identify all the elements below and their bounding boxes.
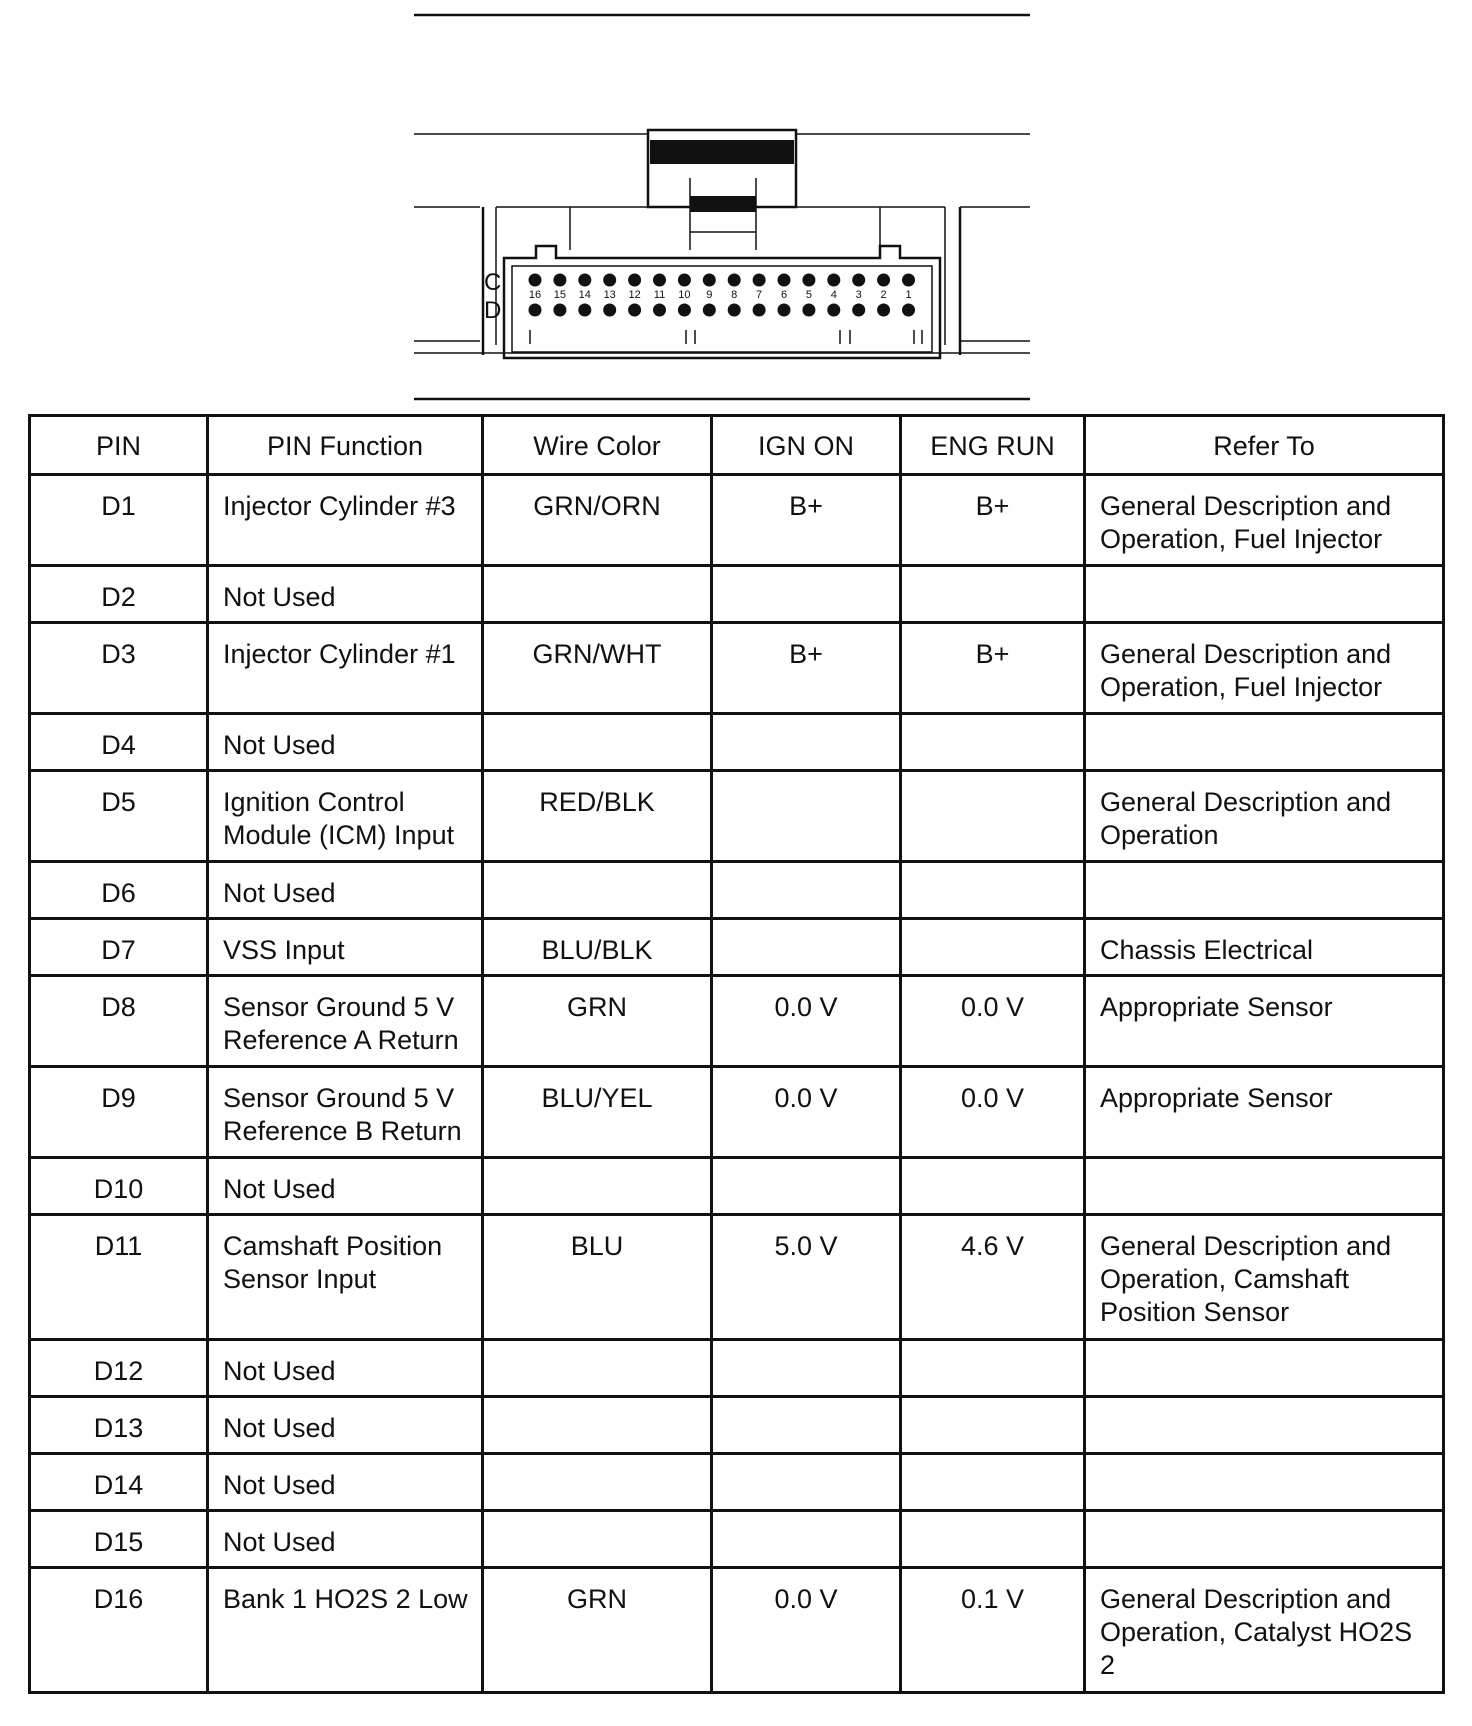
pin-number: 9 [706, 289, 713, 301]
table-row [30, 1568, 1444, 1693]
header-refer-to: Refer To [1085, 416, 1444, 475]
cell-refer-to [1085, 1397, 1444, 1454]
pin-dot-d1 [902, 304, 915, 317]
cell-function: Sensor Ground 5 V Reference B Return [208, 1067, 483, 1158]
pin-dot-d11 [653, 304, 666, 317]
pin-dot-c13 [603, 274, 616, 287]
cell-pin: D14 [30, 1454, 208, 1511]
table-row [30, 475, 1444, 566]
table-row [30, 1511, 1444, 1568]
pin-dot-c2 [877, 274, 890, 287]
connector-diagram [0, 0, 1472, 410]
cell-wire-color: BLU [483, 1215, 712, 1340]
cell-eng-run [901, 1511, 1085, 1568]
cell-ign-on: B+ [712, 623, 901, 714]
pin-dot-c10 [678, 274, 691, 287]
cell-ign-on [712, 1511, 901, 1568]
table-row [30, 1067, 1444, 1158]
cell-refer-to: Chassis Electrical [1085, 919, 1444, 976]
pin-dot-d15 [553, 304, 566, 317]
table-row [30, 566, 1444, 623]
cell-pin: D10 [30, 1158, 208, 1215]
pin-dot-c5 [802, 274, 815, 287]
cell-ign-on [712, 1340, 901, 1397]
cell-eng-run [901, 1454, 1085, 1511]
row-label-c: C [484, 269, 502, 296]
cell-pin: D4 [30, 714, 208, 771]
cell-ign-on: B+ [712, 475, 901, 566]
pin-dot-d2 [877, 304, 890, 317]
pin-dot-d12 [628, 304, 641, 317]
pin-dot-c11 [653, 274, 666, 287]
cell-wire-color: BLU/BLK [483, 919, 712, 976]
cell-ign-on [712, 1397, 901, 1454]
pin-dot-c4 [827, 274, 840, 287]
cell-wire-color: BLU/YEL [483, 1067, 712, 1158]
cell-eng-run: B+ [901, 475, 1085, 566]
row-label-d: D [484, 297, 502, 324]
header-pin: PIN [30, 416, 208, 475]
pin-number: 8 [731, 289, 738, 301]
table-row [30, 976, 1444, 1067]
cell-wire-color: GRN [483, 1568, 712, 1693]
cell-refer-to [1085, 862, 1444, 919]
cell-pin: D12 [30, 1340, 208, 1397]
cell-wire-color [483, 1511, 712, 1568]
table-row [30, 1340, 1444, 1397]
pin-dot-c14 [578, 274, 591, 287]
cell-refer-to: Appropriate Sensor [1085, 976, 1444, 1067]
cell-pin: D2 [30, 566, 208, 623]
cell-eng-run: 0.1 V [901, 1568, 1085, 1693]
cell-wire-color: GRN/ORN [483, 475, 712, 566]
cell-function: Not Used [208, 566, 483, 623]
cell-pin: D8 [30, 976, 208, 1067]
cell-wire-color [483, 566, 712, 623]
pin-number: 4 [830, 289, 837, 301]
cell-function: Bank 1 HO2S 2 Low [208, 1568, 483, 1693]
table-row [30, 1158, 1444, 1215]
pin-grid [529, 274, 916, 317]
cell-ign-on: 0.0 V [712, 1568, 901, 1693]
cell-eng-run [901, 1158, 1085, 1215]
cell-eng-run [901, 1340, 1085, 1397]
cell-wire-color: RED/BLK [483, 771, 712, 862]
cell-pin: D9 [30, 1067, 208, 1158]
header-eng-run: ENG RUN [901, 416, 1085, 475]
cell-function: VSS Input [208, 919, 483, 976]
cell-eng-run: 4.6 V [901, 1215, 1085, 1340]
cell-pin: D15 [30, 1511, 208, 1568]
header-wire-color: Wire Color [483, 416, 712, 475]
pin-number: 15 [553, 289, 567, 301]
table-header-row [30, 416, 1444, 475]
cell-function: Not Used [208, 1397, 483, 1454]
cell-function: Not Used [208, 1158, 483, 1215]
pin-dot-d13 [603, 304, 616, 317]
cell-pin: D7 [30, 919, 208, 976]
cell-wire-color [483, 1340, 712, 1397]
pin-dot-c16 [529, 274, 542, 287]
pin-number: 10 [678, 289, 691, 301]
cell-function: Sensor Ground 5 V Reference A Return [208, 976, 483, 1067]
cell-refer-to [1085, 1511, 1444, 1568]
pin-number: 13 [603, 289, 616, 301]
pin-dot-c3 [852, 274, 865, 287]
cell-wire-color [483, 862, 712, 919]
cell-pin: D11 [30, 1215, 208, 1340]
pin-number: 3 [855, 289, 862, 301]
cell-eng-run [901, 862, 1085, 919]
table-row [30, 714, 1444, 771]
cell-function: Injector Cylinder #3 [208, 475, 483, 566]
table-row [30, 1215, 1444, 1340]
pin-number: 6 [780, 289, 788, 301]
pin-dot-c12 [628, 274, 641, 287]
pin-dot-d5 [802, 304, 815, 317]
cell-refer-to: General Description and Operation, Fuel Injector [1085, 475, 1444, 566]
table-row [30, 862, 1444, 919]
pin-dot-d3 [852, 304, 865, 317]
pin-number: 16 [528, 289, 542, 301]
pin-number: 5 [805, 289, 812, 301]
cell-eng-run [901, 714, 1085, 771]
pin-dot-d4 [827, 304, 840, 317]
cell-pin: D1 [30, 475, 208, 566]
cell-pin: D13 [30, 1397, 208, 1454]
cell-refer-to [1085, 1454, 1444, 1511]
cell-ign-on: 0.0 V [712, 1067, 901, 1158]
cell-ign-on [712, 771, 901, 862]
cell-refer-to [1085, 714, 1444, 771]
cell-ign-on [712, 714, 901, 771]
table-row [30, 623, 1444, 714]
cell-refer-to: General Description and Operation [1085, 771, 1444, 862]
cell-wire-color [483, 1454, 712, 1511]
pin-number: 2 [880, 289, 887, 301]
cell-ign-on [712, 1158, 901, 1215]
table-row [30, 919, 1444, 976]
cell-pin: D3 [30, 623, 208, 714]
cell-wire-color [483, 1158, 712, 1215]
pin-number: 7 [756, 289, 763, 301]
header-function: PIN Function [208, 416, 483, 475]
cell-wire-color: GRN [483, 976, 712, 1067]
pin-dot-c6 [778, 274, 791, 287]
pin-number: 1 [905, 289, 912, 301]
cell-wire-color: GRN/WHT [483, 623, 712, 714]
cell-ign-on: 0.0 V [712, 976, 901, 1067]
cell-ign-on: 5.0 V [712, 1215, 901, 1340]
cell-ign-on [712, 1454, 901, 1511]
cell-wire-color [483, 1397, 712, 1454]
cell-eng-run: 0.0 V [901, 976, 1085, 1067]
pin-dot-c9 [703, 274, 716, 287]
cell-function: Not Used [208, 1454, 483, 1511]
cell-function: Not Used [208, 1511, 483, 1568]
cell-pin: D16 [30, 1568, 208, 1693]
pin-dot-d9 [703, 304, 716, 317]
cell-eng-run [901, 566, 1085, 623]
cell-refer-to: General Description and Operation, Camshaft Position Sensor [1085, 1215, 1444, 1340]
cell-wire-color [483, 714, 712, 771]
cell-function: Camshaft Position Sensor Input [208, 1215, 483, 1340]
cell-pin: D5 [30, 771, 208, 862]
pin-dot-c15 [553, 274, 566, 287]
cell-eng-run: 0.0 V [901, 1067, 1085, 1158]
pin-number: 14 [578, 289, 591, 301]
cell-ign-on [712, 566, 901, 623]
pin-dot-d10 [678, 304, 691, 317]
cell-refer-to: General Description and Operation, Fuel Injector [1085, 623, 1444, 714]
pin-number: 11 [653, 289, 666, 301]
cell-function: Not Used [208, 1340, 483, 1397]
cell-function: Not Used [208, 714, 483, 771]
cell-refer-to: Appropriate Sensor [1085, 1067, 1444, 1158]
cell-ign-on [712, 919, 901, 976]
cell-eng-run [901, 919, 1085, 976]
pin-dot-d14 [578, 304, 591, 317]
cell-eng-run [901, 771, 1085, 862]
cell-function: Injector Cylinder #1 [208, 623, 483, 714]
pin-dot-c1 [902, 274, 915, 287]
cell-function: Ignition Control Module (ICM) Input [208, 771, 483, 862]
cell-refer-to: General Description and Operation, Catalyst HO2S 2 [1085, 1568, 1444, 1693]
pin-table [28, 414, 1445, 1694]
cell-ign-on [712, 862, 901, 919]
cell-function: Not Used [208, 862, 483, 919]
table-row [30, 1454, 1444, 1511]
pin-dot-d16 [529, 304, 542, 317]
table-row [30, 771, 1444, 862]
pin-number: 12 [628, 289, 641, 301]
cell-refer-to [1085, 1340, 1444, 1397]
pin-dot-c8 [728, 274, 741, 287]
cell-refer-to [1085, 1158, 1444, 1215]
pin-dot-c7 [753, 274, 766, 287]
table-row [30, 1397, 1444, 1454]
cell-eng-run: B+ [901, 623, 1085, 714]
pin-dot-d8 [728, 304, 741, 317]
header-ign-on: IGN ON [712, 416, 901, 475]
cell-refer-to [1085, 566, 1444, 623]
pin-dot-d7 [753, 304, 766, 317]
pin-dot-d6 [778, 304, 791, 317]
cell-pin: D6 [30, 862, 208, 919]
cell-eng-run [901, 1397, 1085, 1454]
